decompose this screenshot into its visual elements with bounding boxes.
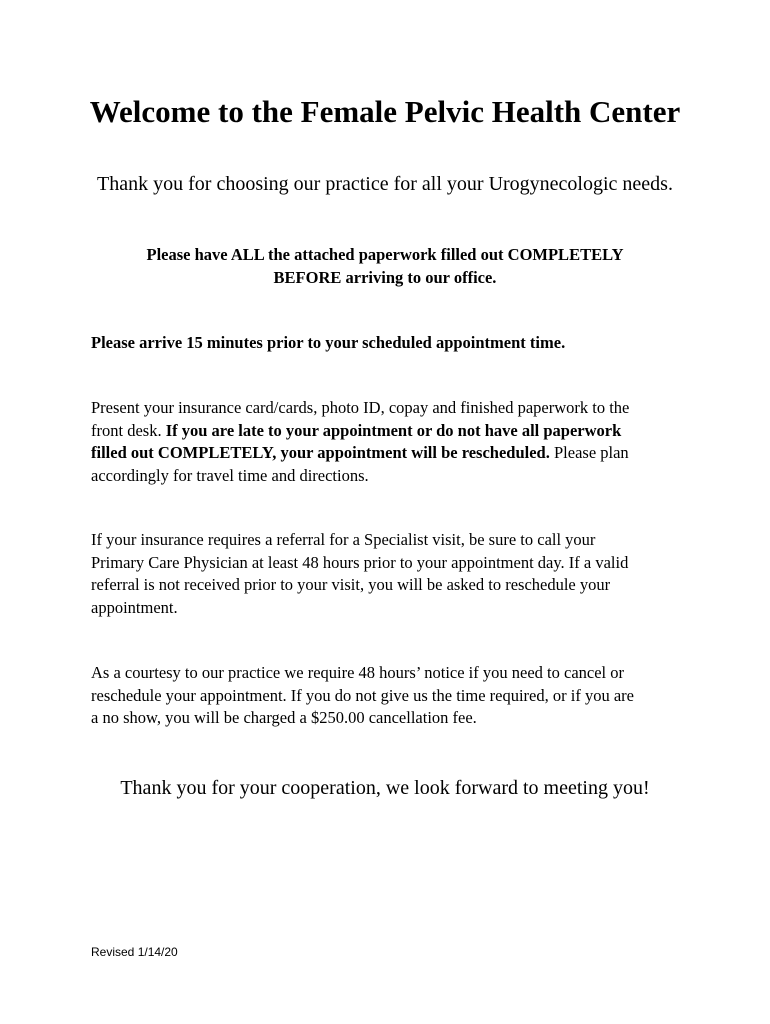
late-warning-text: If you are late to your appointment or do not have all paperwork bbox=[165, 420, 622, 440]
insurance-paragraph bbox=[91, 397, 691, 487]
paragraph-line: a no show, you will be charged a $250.00 cancellation fee. bbox=[91, 708, 477, 727]
paragraph-line: As a courtesy to our practice we require 48 hours’ notice if you need to cancel or bbox=[91, 663, 624, 682]
paperwork-notice-line: Please have ALL the attached paperwork filled out COMPLETELY bbox=[146, 245, 624, 264]
paragraph-text: Please plan bbox=[549, 443, 629, 462]
paragraph-line: If your insurance requires a referral for a Specialist visit, be sure to call your bbox=[91, 530, 596, 549]
revision-date: Revised 1/14/20 bbox=[91, 945, 178, 959]
paragraph-line: referral is not received prior to your visit, you will be asked to reschedule your bbox=[91, 575, 611, 594]
paragraph-line: Present your insurance card/cards, photo ID, copay and finished paperwork to the bbox=[91, 398, 630, 417]
paragraph-line: accordingly for travel time and directions. bbox=[91, 465, 369, 485]
paragraph-line: appointment. bbox=[91, 597, 178, 617]
subtitle: Thank you for choosing our practice for all your Urogynecologic needs. bbox=[97, 173, 673, 195]
closing-thanks: Thank you for your cooperation, we look forward to meeting you! bbox=[120, 777, 650, 799]
paragraph-line: reschedule your appointment. If you do not give us the time required, or if you are bbox=[91, 685, 634, 705]
page-title: Welcome to the Female Pelvic Health Center bbox=[89, 94, 681, 129]
referral-paragraph bbox=[91, 529, 691, 619]
arrival-notice: Please arrive 15 minutes prior to your scheduled appointment time. bbox=[91, 333, 566, 352]
paragraph-text: front desk. bbox=[91, 420, 166, 440]
late-warning-text: filled out COMPLETELY, your appointment will be rescheduled. bbox=[91, 443, 550, 462]
paragraph-line bbox=[91, 420, 691, 443]
paperwork-notice-line: BEFORE arriving to our office. bbox=[273, 268, 497, 287]
cancellation-paragraph bbox=[91, 662, 691, 730]
paragraph-line: Primary Care Physician at least 48 hours prior to your appointment day. If a valid bbox=[91, 552, 629, 572]
paperwork-notice bbox=[100, 243, 670, 289]
paragraph-line bbox=[91, 442, 691, 465]
